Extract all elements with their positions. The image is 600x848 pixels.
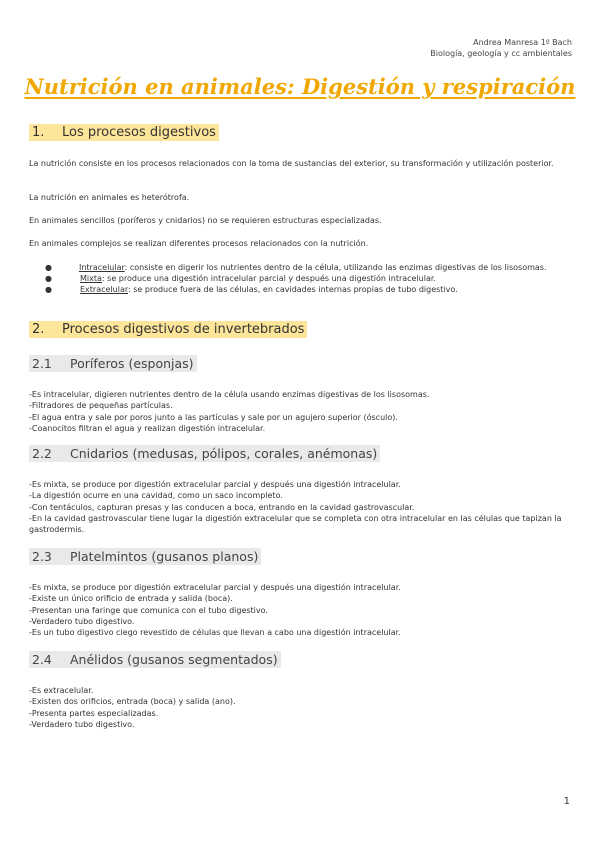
term-mixta: Mixta — [80, 274, 102, 283]
subsection-2-4-heading — [29, 651, 281, 668]
subsection-2-1-number: 2.1 — [32, 356, 52, 371]
header-subject: Biología, geología y cc ambientales — [430, 49, 572, 58]
list-item — [29, 262, 571, 273]
subsection-2-1-title: Poríferos (esponjas) — [70, 356, 194, 371]
subsection-2-4-number: 2.4 — [32, 652, 52, 667]
subsection-2-1-heading — [29, 355, 197, 372]
note-line: -Presentan una faringe que comunica con el tubo digestivo. — [29, 605, 268, 615]
paragraph-complex-animals: En animales complejos se realizan diferentes procesos relacionados con la nutrición. — [29, 239, 369, 248]
term-intracelular: Intracelular — [78, 263, 125, 272]
note-line: -Es intracelular, digieren nutrientes dentro de la célula usando enzimas digestivas de los lisosomas. — [29, 390, 430, 399]
annelida-notes — [29, 685, 571, 730]
section-1-number: 1. — [32, 125, 45, 140]
note-line: -Es mixta, se produce por digestión extracelular parcial y después una digestión intracelular. — [29, 583, 401, 592]
definition-mixta: : se produce una digestión intracelular parcial y después una digestión intracelular. — [101, 274, 436, 283]
note-line: -Es extracelular. — [29, 686, 94, 695]
subsection-2-4-title: Anélidos (gusanos segmentados) — [70, 652, 278, 667]
section-1-heading — [29, 124, 219, 141]
note-line: -Con tentáculos, capturan presas y las conducen a boca, entrando en la cavidad gastrovascular. — [29, 502, 415, 512]
list-item — [29, 284, 571, 295]
subsection-2-3-number: 2.3 — [32, 549, 52, 564]
definition-intracelular: : consiste en digerir los nutrientes dentro de la célula, utilizando las enzimas digestivas de los lisosomas. — [124, 263, 547, 272]
subsection-2-2-heading — [29, 445, 380, 462]
section-1-title: Los procesos digestivos — [62, 125, 216, 140]
note-line: -El agua entra y sale por poros junto a las partículas y sale por un agujero superior (ósculo). — [29, 412, 398, 422]
bullet-dot: ● — [45, 274, 52, 283]
subsection-2-3-title: Platelmintos (gusanos planos) — [70, 549, 259, 564]
subsection-2-2-number: 2.2 — [32, 446, 52, 461]
page-header — [430, 37, 572, 59]
digestion-types-list — [29, 262, 571, 295]
paragraph-heterotrophic: La nutrición en animales es heterótrofa. — [29, 193, 190, 202]
definition-extracelular: : se produce fuera de las células, en cavidades internas propias de tubo digestivo. — [128, 285, 458, 294]
bullet-dot: ● — [45, 285, 52, 294]
subsection-2-2-title: Cnidarios (medusas, pólipos, corales, anémonas) — [70, 446, 378, 461]
paragraph-simple-animals: En animales sencillos (poríferos y cnidarios) no se requieren estructuras especializadas. — [29, 216, 382, 225]
note-line: -Es un tubo digestivo ciego revestido de células que llevan a cabo una digestión intracelular. — [29, 628, 401, 638]
note-line: -Coanocitos filtran el agua y realizan digestión intracelular. — [29, 423, 266, 433]
note-line: -La digestión ocurre en una cavidad, como un saco incompleto. — [29, 491, 283, 501]
note-line: -Es mixta, se produce por digestión extracelular parcial y después una digestión intracelular. — [29, 480, 401, 489]
porifera-notes — [29, 389, 571, 434]
paragraph-nutrition-definition: La nutrición consiste en los procesos relacionados con la toma de sustancias del exterior, su transformación y utilización posterior. — [29, 159, 554, 168]
note-line: -Existen dos orificios, entrada (boca) y salida (ano). — [29, 697, 236, 707]
page-number: 1 — [563, 796, 570, 807]
section-2-title: Procesos digestivos de invertebrados — [62, 322, 305, 337]
note-line: -Presenta partes especializadas. — [29, 708, 159, 718]
list-item — [29, 273, 571, 284]
note-line: -En la cavidad gastrovascular tiene lugar la digestión extracelular que se completa con otra intracelular en las células que tapizan la gastrodermis. — [29, 513, 562, 535]
header-author: Andrea Manresa 1º Bach — [473, 38, 572, 47]
platyhelminthes-notes — [29, 582, 571, 638]
subsection-2-3-heading — [29, 548, 261, 565]
note-line: -Verdadero tubo digestivo. — [29, 616, 135, 626]
cnidaria-notes — [29, 479, 571, 535]
note-line: -Existe un único orificio de entrada y salida (boca). — [29, 594, 233, 604]
section-2-number: 2. — [32, 322, 45, 337]
document-title: Nutrición en animales: Digestión y respiración — [24, 74, 576, 99]
note-line: -Filtradores de pequeñas partículas. — [29, 401, 173, 411]
section-2-heading — [29, 321, 307, 338]
term-extracelular: Extracelular — [80, 285, 129, 294]
note-line: -Verdadero tubo digestivo. — [29, 719, 135, 729]
bullet-dot: ● — [45, 263, 52, 272]
